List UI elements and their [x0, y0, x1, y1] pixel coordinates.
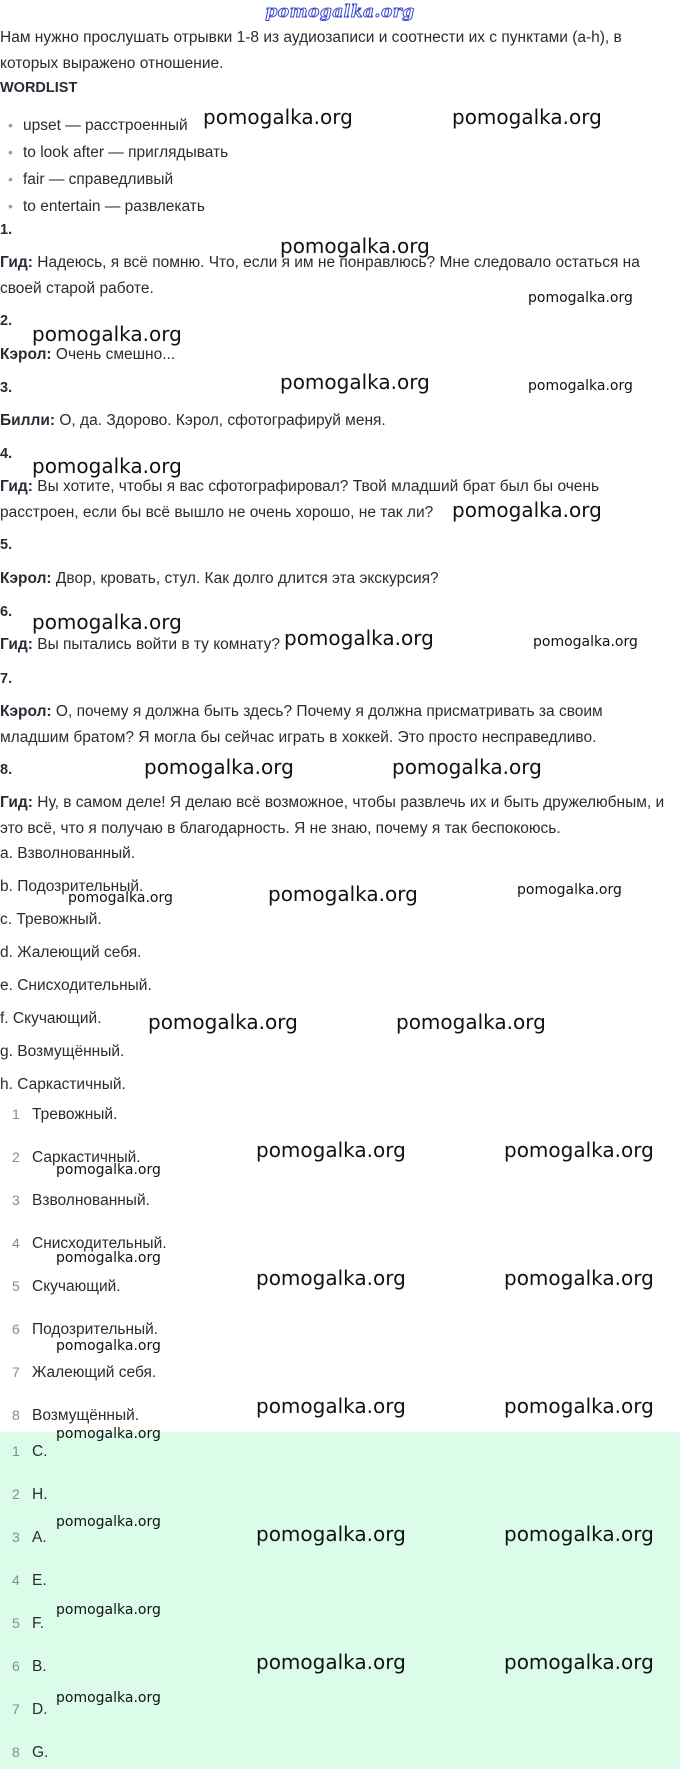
answer-number: 7 — [12, 1701, 20, 1717]
watermark: pomogalka.org — [452, 105, 602, 129]
passage-body: О, да. Здорово. Кэрол, сфотографируй меня. — [59, 412, 386, 429]
wordlist-item: to look after — приглядывать — [23, 144, 229, 161]
passage-body: Очень смешно... — [55, 346, 176, 363]
speaker-label: Кэрол: — [0, 346, 52, 363]
answer-item: D. — [32, 1701, 48, 1718]
passage-text — [0, 566, 676, 592]
watermark: pomogalka.org — [280, 234, 430, 258]
watermark: pomogalka.org — [32, 610, 182, 634]
passage-text — [0, 250, 676, 302]
watermark: pomogalka.org — [528, 290, 633, 306]
watermark: pomogalka.org — [280, 370, 430, 394]
passage-body: Вы пытались войти в ту комнату? — [37, 636, 280, 653]
bullet-icon: • — [8, 198, 13, 214]
watermark: pomogalka.org — [533, 634, 638, 650]
answer-item: H. — [32, 1486, 48, 1503]
speaker-label: Кэрол: — [0, 703, 52, 720]
watermark: pomogalka.org — [256, 1522, 406, 1546]
answer-item: B. — [32, 1658, 47, 1675]
passage-text — [0, 408, 676, 434]
passage-number: 7. — [0, 671, 13, 687]
watermark: pomogalka.org — [148, 1010, 298, 1034]
option-item: h. Саркастичный. — [0, 1076, 126, 1093]
site-logo[interactable]: pomogalka.org — [265, 2, 415, 22]
answer-item: E. — [32, 1572, 47, 1589]
passage-number: 6. — [0, 604, 13, 620]
list-item: Тревожный. — [32, 1106, 118, 1123]
answer-item: G. — [32, 1744, 49, 1761]
watermark: pomogalka.org — [256, 1266, 406, 1290]
answer-number: 8 — [12, 1744, 20, 1760]
watermark: pomogalka.org — [256, 1394, 406, 1418]
watermark: pomogalka.org — [396, 1010, 546, 1034]
watermark: pomogalka.org — [517, 882, 622, 898]
watermark: pomogalka.org — [56, 1602, 161, 1618]
speaker-label: Кэрол: — [0, 570, 52, 587]
answer-number: 1 — [12, 1443, 20, 1459]
passage-body: Ну, в самом деле! Я делаю всё возможное, чтобы развлечь их и быть дружелюбным, и это всё, что я получаю в благодарность. Я не знаю, почему я так беспокоюсь. — [0, 794, 665, 837]
answer-number: 6 — [12, 1658, 20, 1674]
list-item: Подозрительный. — [32, 1321, 159, 1338]
watermark: pomogalka.org — [268, 882, 418, 906]
answer-number: 2 — [12, 1486, 20, 1502]
wordlist-item: fair — справедливый — [23, 171, 174, 188]
watermark: pomogalka.org — [256, 1138, 406, 1162]
watermark: pomogalka.org — [284, 626, 434, 650]
list-item: Взволнованный. — [32, 1192, 150, 1209]
list-item: Скучающий. — [32, 1278, 121, 1295]
passage-text — [0, 632, 676, 658]
list-number: 6 — [12, 1321, 20, 1337]
passage-number: 1. — [0, 222, 13, 238]
list-number: 7 — [12, 1364, 20, 1380]
watermark: pomogalka.org — [504, 1650, 654, 1674]
option-item: d. Жалеющий себя. — [0, 944, 142, 961]
watermark: pomogalka.org — [56, 1514, 161, 1530]
watermark: pomogalka.org — [504, 1138, 654, 1162]
bullet-icon: • — [8, 144, 13, 160]
watermark: pomogalka.org — [56, 1250, 161, 1266]
passage-body: О, почему я должна быть здесь? Почему я должна присматривать за своим младшим братом? Я могла бы сейчас играть в хоккей. Это просто несправедливо. — [0, 703, 603, 746]
option-item: g. Возмущённый. — [0, 1043, 125, 1060]
watermark: pomogalka.org — [528, 378, 633, 394]
list-number: 4 — [12, 1235, 20, 1251]
passage-text — [0, 342, 676, 368]
speaker-label: Гид: — [0, 636, 33, 653]
passage-number: 5. — [0, 537, 13, 553]
bullet-icon: • — [8, 171, 13, 187]
speaker-label: Гид: — [0, 254, 33, 271]
passage-body: Вы хотите, чтобы я вас сфотографировал? Твой младший брат был бы очень расстроен, если бы всё вышло не очень хорошо, не так ли? — [0, 478, 600, 521]
answer-block — [0, 1432, 680, 1769]
list-number: 5 — [12, 1278, 20, 1294]
watermark: pomogalka.org — [32, 322, 182, 346]
bullet-icon: • — [8, 117, 13, 133]
answer-item: A. — [32, 1529, 47, 1546]
answer-item: F. — [32, 1615, 45, 1632]
passage-number: 3. — [0, 380, 13, 396]
passage-number: 8. — [0, 762, 13, 778]
instruction-text: Нам нужно прослушать отрывки 1-8 из аудиозаписи и соотнести их с пунктами (a-h), в которых выражено отношение. — [0, 29, 622, 72]
passage-body: Надеюсь, я всё помню. Что, если я им не понравлюсь? Мне следовало остаться на своей старой работе. — [0, 254, 640, 297]
wordlist-item: upset — расстроенный — [23, 117, 188, 134]
passage-number: 2. — [0, 313, 13, 329]
answer-item: C. — [32, 1443, 48, 1460]
watermark: pomogalka.org — [504, 1522, 654, 1546]
watermark: pomogalka.org — [504, 1266, 654, 1290]
list-item: Саркастичный. — [32, 1149, 141, 1166]
list-item: Возмущённый. — [32, 1407, 140, 1424]
option-item: b. Подозрительный. — [0, 878, 144, 895]
wordlist-item: to entertain — развлекать — [23, 198, 205, 215]
watermark: pomogalka.org — [256, 1650, 406, 1674]
option-item: f. Скучающий. — [0, 1010, 102, 1027]
list-item: Снисходительный. — [32, 1235, 167, 1252]
list-number: 2 — [12, 1149, 20, 1165]
watermark: pomogalka.org — [68, 890, 173, 906]
watermark: pomogalka.org — [144, 755, 294, 779]
answer-number: 3 — [12, 1529, 20, 1545]
passage-text — [0, 474, 676, 526]
watermark: pomogalka.org — [56, 1690, 161, 1706]
wordlist-heading: WORDLIST — [0, 80, 78, 96]
watermark: pomogalka.org — [32, 454, 182, 478]
passage-text — [0, 790, 676, 842]
list-item: Жалеющий себя. — [32, 1364, 157, 1381]
answer-number: 5 — [12, 1615, 20, 1631]
list-number: 3 — [12, 1192, 20, 1208]
passage-text — [0, 699, 676, 751]
speaker-label: Гид: — [0, 478, 33, 495]
answer-number: 4 — [12, 1572, 20, 1588]
passage-body: Двор, кровать, стул. Как долго длится эта экскурсия? — [55, 570, 439, 587]
option-item: c. Тревожный. — [0, 911, 102, 928]
option-item: a. Взволнованный. — [0, 845, 136, 862]
watermark: pomogalka.org — [504, 1394, 654, 1418]
watermark: pomogalka.org — [452, 498, 602, 522]
list-number: 8 — [12, 1407, 20, 1423]
option-item: e. Снисходительный. — [0, 977, 152, 994]
watermark: pomogalka.org — [56, 1426, 161, 1442]
list-number: 1 — [12, 1106, 20, 1122]
watermark: pomogalka.org — [392, 755, 542, 779]
watermark: pomogalka.org — [56, 1338, 161, 1354]
speaker-label: Билли: — [0, 412, 56, 429]
speaker-label: Гид: — [0, 794, 33, 811]
watermark: pomogalka.org — [203, 105, 353, 129]
passage-number: 4. — [0, 446, 13, 462]
watermark: pomogalka.org — [56, 1162, 161, 1178]
